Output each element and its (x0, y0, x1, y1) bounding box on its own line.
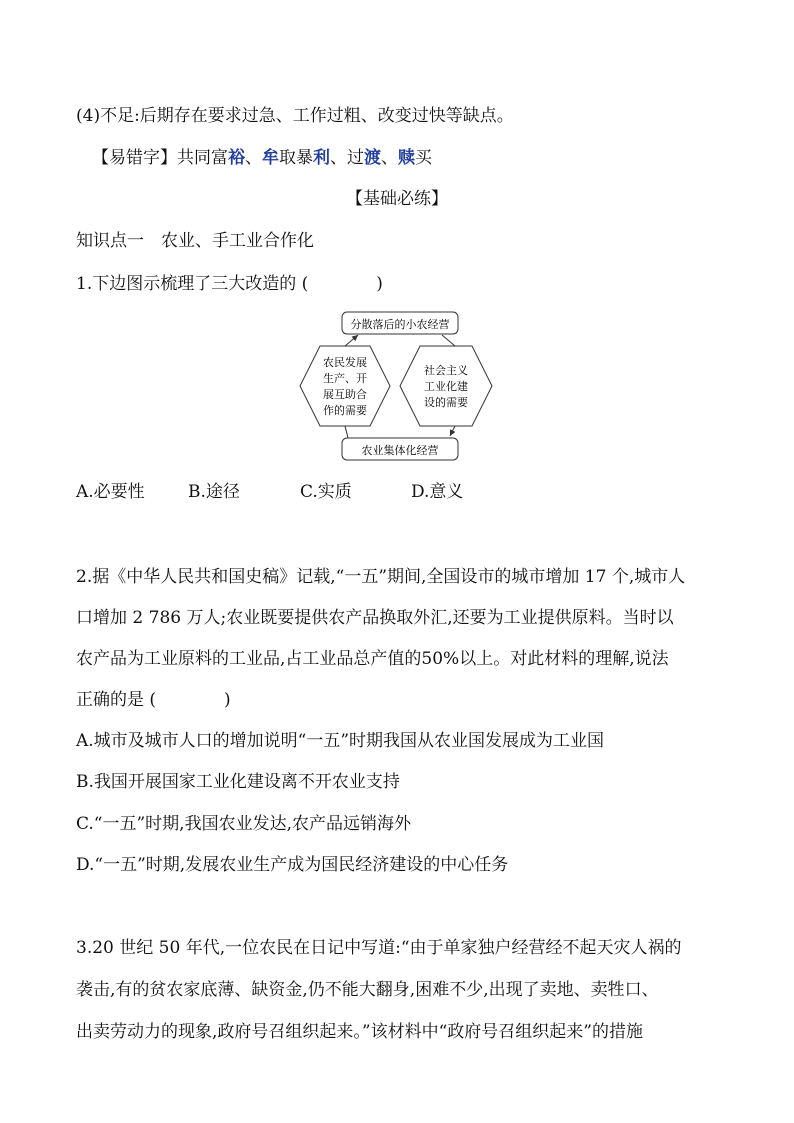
diagram-arrow (345, 335, 358, 346)
diagram-top-label: 分散落后的小农经营 (350, 318, 450, 331)
q2-option-b: B.我国开展国家工业化建设离不开农业支持 (76, 772, 400, 792)
typo-key: 牟 (262, 148, 279, 168)
q2-option-c: C.“一五”时期,我国农业发达,农产品远销海外 (76, 814, 411, 834)
q1-option-a: A.必要性 (76, 482, 145, 502)
diagram-left-line: 作的需要 (323, 404, 367, 417)
summary-shortcoming: (4)不足:后期存在要求过急、工作过粗、改变过快等缺点。 (76, 106, 514, 126)
typo-key: 利 (313, 148, 330, 168)
q3-stem-line: 出卖劳动力的现象,政府号召组织起来。”该材料中“政府号召组织起来”的措施 (76, 1022, 643, 1042)
q2-option-d: D.“一五”时期,发展农业生产成为国民经济建设的中心任务 (76, 855, 509, 875)
diagram-arrow (442, 335, 455, 346)
typo-text: 共同富 (177, 148, 228, 168)
knowledge-point-heading: 知识点一 农业、手工业合作化 (76, 231, 314, 251)
q2-option-a: A.城市及城市人口的增加说明“一五”时期我国从农业国发展成为工业国 (76, 731, 605, 751)
diagram-left-line: 农民发展 (323, 356, 367, 369)
typo-text: 买 (415, 148, 432, 168)
q3-stem-line: 3.20 世纪 50 年代,一位农民在日记中写道:“由于单家独户经营经不起天灾人祸的 (76, 938, 682, 958)
diagram-right-line: 设的需要 (424, 396, 468, 409)
typo-text: 过 (347, 148, 364, 168)
diagram-arrow (345, 426, 348, 438)
q1-option-c: C.实质 (300, 482, 352, 502)
typo-key: 裕 (228, 148, 245, 168)
q2-stem-line: 正确的是 ( ) (76, 690, 231, 710)
diagram-right-line: 社会主义 (424, 364, 468, 377)
typo-words-line (92, 146, 432, 170)
typo-key: 赎 (398, 148, 415, 168)
q1-option-d: D.意义 (411, 482, 464, 502)
diagram-left-line: 生产、开 (323, 372, 367, 385)
reform-diagram (290, 306, 510, 466)
section-title: 【基础必练】 (346, 189, 448, 209)
typo-label: 【易错字】 (92, 148, 177, 168)
q2-stem-line: 口增加 2 786 万人;农业既要提供农产品换取外汇,还要为工业提供原料。当时以 (76, 608, 674, 628)
diagram-bottom-label: 农业集体化经营 (361, 444, 439, 457)
separator: 、 (330, 148, 347, 168)
diagram-arrow (450, 426, 455, 436)
q2-stem-line: 2.据《中华人民共和国史稿》记载,“一五”期间,全国设市的城市增加 17 个,城市人 (76, 567, 686, 587)
q1-option-b: B.途径 (188, 482, 240, 502)
typo-text: 取暴 (279, 148, 313, 168)
question-1-stem: 1.下边图示梳理了三大改造的 ( ) (76, 274, 383, 294)
typo-key: 渡 (364, 148, 381, 168)
separator: 、 (381, 148, 398, 168)
separator: 、 (245, 148, 262, 168)
diagram-right-line: 工业化建 (424, 380, 468, 393)
q3-stem-line: 袭击,有的贫农家底薄、缺资金,仍不能大翻身,困难不少,出现了卖地、卖牲口、 (76, 980, 659, 1000)
q2-stem-line: 农产品为工业原料的工业品,占工业品总产值的50%以上。对此材料的理解,说法 (76, 649, 669, 669)
diagram-left-line: 展互助合 (323, 388, 367, 401)
